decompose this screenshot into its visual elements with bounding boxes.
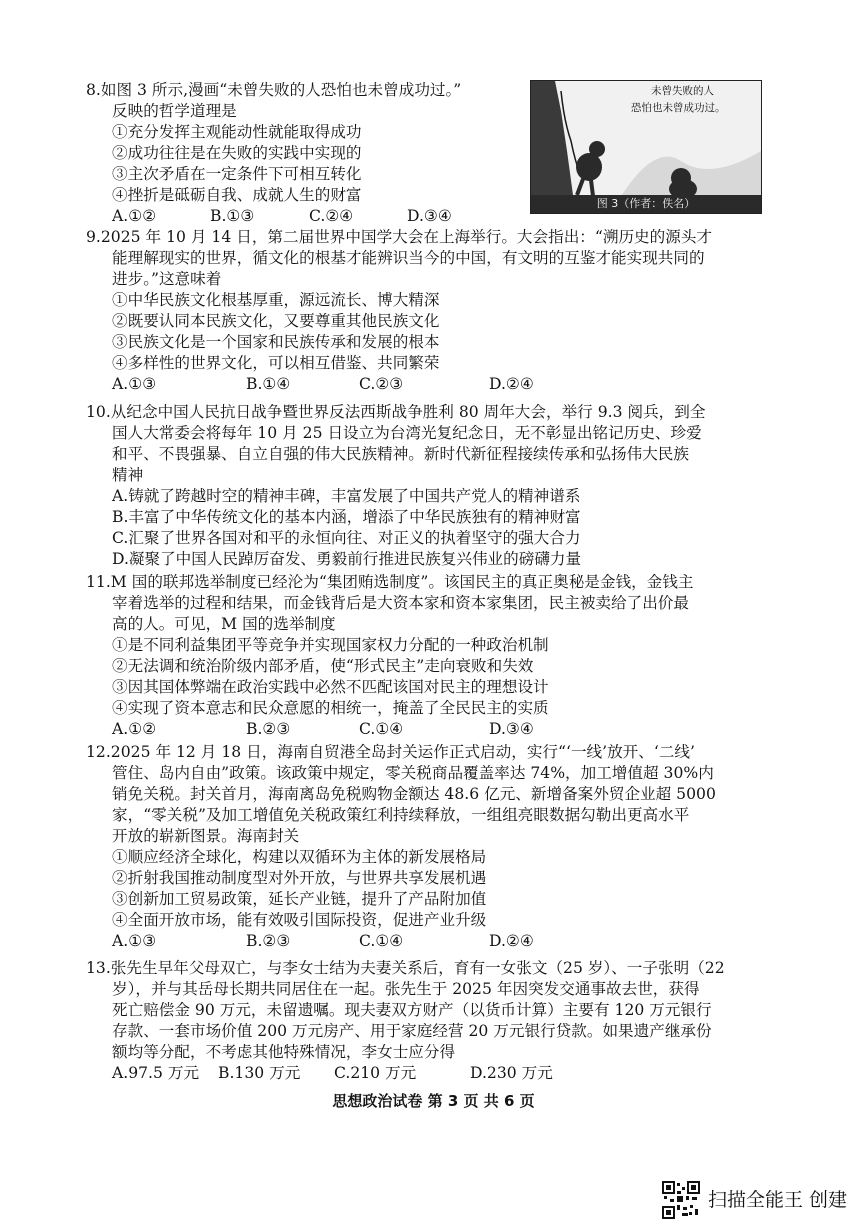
statement-4: ④实现了资本意志和民众意愿的相统一，掩盖了全民民主的实质 xyxy=(112,699,549,717)
cartoon-caption-line-2: 恐怕也未曾成功过。 xyxy=(631,102,726,114)
option-a: A.①② xyxy=(112,207,157,225)
question-11 xyxy=(86,572,762,740)
option-d: D.③④ xyxy=(489,720,534,738)
answer-options xyxy=(112,206,512,227)
question-stem: 额均等分配，不考虑其他特殊情况，李女士应分得 xyxy=(112,1043,456,1061)
option-d: D.230 万元 xyxy=(470,1064,553,1082)
answer-options xyxy=(112,374,762,395)
answer-options xyxy=(112,931,762,952)
option-b: B.②③ xyxy=(246,932,291,950)
option-a: A.①③ xyxy=(112,932,157,950)
scanner-watermark xyxy=(662,1181,862,1221)
option-c: C.汇聚了世界各国对和平的永恒向往、对正义的执着坚守的强大合力 xyxy=(112,529,581,547)
option-b: B.130 万元 xyxy=(218,1064,301,1082)
option-c: C.②③ xyxy=(359,375,404,393)
question-13 xyxy=(86,958,762,1084)
statement-1: ①充分发挥主观能动性就能取得成功 xyxy=(112,123,362,141)
option-c: C.210 万元 xyxy=(334,1064,417,1082)
option-b: B.丰富了中华传统文化的基本内涵，增添了中华民族独有的精神财富 xyxy=(112,508,581,526)
figure-label: 图 3（作者：佚名） xyxy=(531,195,761,213)
answer-options xyxy=(112,719,762,740)
question-stem: 岁），并与其岳母长期共同居住在一起。张先生于 2025 年因突发交通事故去世，获得 xyxy=(112,980,700,998)
question-stem: 高的人。可见，M 国的选举制度 xyxy=(112,615,336,633)
qr-code-icon xyxy=(662,1181,700,1219)
statement-1: ①顺应经济全球化，构建以双循环为主体的新发展格局 xyxy=(112,848,487,866)
question-stem: 开放的崭新图景。海南封关 xyxy=(112,827,300,845)
watermark-text: 扫描全能王 创建 xyxy=(708,1189,848,1211)
option-d: D.凝聚了中国人民踔厉奋发、勇毅前行推进民族复兴伟业的磅礴力量 xyxy=(112,550,582,568)
question-stem: 反映的哲学道理是 xyxy=(112,102,237,120)
question-stem: 宰着选举的过程和结果，而金钱背后是大资本家和资本家集团，民主被卖给了出价最 xyxy=(112,594,689,612)
statement-3: ③主次矛盾在一定条件下可相互转化 xyxy=(112,165,362,183)
page-footer: 思想政治试卷 第 3 页 共 6 页 xyxy=(332,1092,535,1110)
cartoon-drawing xyxy=(531,81,761,213)
climber-legs xyxy=(577,179,593,196)
option-d: D.③④ xyxy=(407,207,452,225)
climber-body xyxy=(576,153,602,181)
statement-1: ①中华民族文化根基厚重，源远流长、博大精深 xyxy=(112,291,440,309)
question-stem: 12.2025 年 12 月 18 日，海南自贸港全岛封关运作正式启动，实行“‘一线’放开、‘二线’ xyxy=(86,743,695,761)
question-12 xyxy=(86,742,762,952)
question-stem: 11.M 国的联邦选举制度已经沦为“集团贿选制度”。该国民主的真正奥秘是金钱，金钱主 xyxy=(86,573,694,591)
option-b: B.①④ xyxy=(246,375,291,393)
option-a: A.①③ xyxy=(112,375,157,393)
question-stem: 销免关税。封关首月，海南离岛免税购物金额达 48.6 亿元、新增备案外贸企业超 5000 xyxy=(112,785,716,803)
option-b: B.②③ xyxy=(246,720,291,738)
option-a: A.铸就了跨越时空的精神丰碑，丰富发展了中国共产党人的精神谱系 xyxy=(112,487,581,505)
statement-3: ③民族文化是一个国家和民族传承和发展的根本 xyxy=(112,333,440,351)
option-a: A.97.5 万元 xyxy=(112,1064,200,1082)
answer-options xyxy=(112,1063,762,1084)
option-d: D.②④ xyxy=(489,375,534,393)
statement-2: ②既要认同本民族文化，又要尊重其他民族文化 xyxy=(112,312,440,330)
question-10 xyxy=(86,402,762,570)
option-b: B.①③ xyxy=(210,207,255,225)
option-a: A.①② xyxy=(112,720,157,738)
cartoon-figure-3 xyxy=(530,80,762,214)
question-stem: 存款、一套市场价值 200 万元房产、用于家庭经营 20 万元银行贷款。如果遗产继承份 xyxy=(112,1022,712,1040)
question-stem: 8.如图 3 所示,漫画“未曾失败的人恐怕也未曾成功过。” xyxy=(86,81,462,99)
question-stem: 和平、不畏强暴、自立自强的伟大民族精神。新时代新征程接续传承和弘扬伟大民族 xyxy=(112,445,689,463)
question-stem: 9.2025 年 10 月 14 日，第二届世界中国学大会在上海举行。大会指出：“溯历史的源头才 xyxy=(86,228,713,246)
statement-4: ④全面开放市场，能有效吸引国际投资，促进产业升级 xyxy=(112,911,487,929)
option-c: C.①④ xyxy=(359,932,404,950)
statement-4: ④挫折是砥砺自我、成就人生的财富 xyxy=(112,186,362,204)
question-stem: 家，“零关税”及加工增值免关税政策红利持续释放，一组组亮眼数据勾勒出更高水平 xyxy=(112,806,690,824)
question-8 xyxy=(86,80,512,227)
statement-3: ③创新加工贸易政策，延长产业链，提升了产品附加值 xyxy=(112,890,487,908)
statement-2: ②成功往往是在失败的实践中实现的 xyxy=(112,144,362,162)
question-stem: 能理解现实的世界，循文化的根基才能辨识当今的中国，有文明的互鉴才能实现共同的 xyxy=(112,249,705,267)
option-c: C.②④ xyxy=(309,207,354,225)
option-c: C.①④ xyxy=(359,720,404,738)
statement-1: ①是不同利益集团平等竞争并实现国家权力分配的一种政治机制 xyxy=(112,636,549,654)
question-stem: 进步。”这意味着 xyxy=(112,270,222,288)
question-stem: 国人大常委会将每年 10 月 25 日设立为台湾光复纪念日，无不彰显出铭记历史、珍爱 xyxy=(112,424,702,442)
climber-head xyxy=(589,141,605,157)
question-stem: 精神 xyxy=(112,466,144,484)
statement-2: ②无法调和统治阶级内部矛盾，使“形式民主”走向衰败和失效 xyxy=(112,657,534,675)
statement-2: ②折射我国推动制度型对外开放，与世界共享发展机遇 xyxy=(112,869,487,887)
question-stem: 死亡赔偿金 90 万元，未留遗嘱。现夫妻双方财产（以货币计算）主要有 120 万元银行 xyxy=(112,1001,712,1019)
option-d: D.②④ xyxy=(489,932,534,950)
cartoon-caption-line-1: 未曾失败的人 xyxy=(651,85,714,97)
statement-4: ④多样性的世界文化，可以相互借鉴、共同繁荣 xyxy=(112,354,440,372)
question-stem: 管住、岛内自由”政策。该政策中规定，零关税商品覆盖率达 74%，加工增值超 30%内 xyxy=(112,764,714,782)
question-9 xyxy=(86,227,762,395)
question-stem: 13.张先生早年父母双亡，与李女士结为夫妻关系后，育有一女张文（25 岁）、一子张明（22 xyxy=(86,959,725,977)
cliff-shape xyxy=(531,81,575,213)
question-stem: 10.从纪念中国人民抗日战争暨世界反法西斯战争胜利 80 周年大会，举行 9.3 阅兵，到全 xyxy=(86,403,706,421)
statement-3: ③因其国体弊端在政治实践中必然不匹配该国对民主的理想设计 xyxy=(112,678,549,696)
